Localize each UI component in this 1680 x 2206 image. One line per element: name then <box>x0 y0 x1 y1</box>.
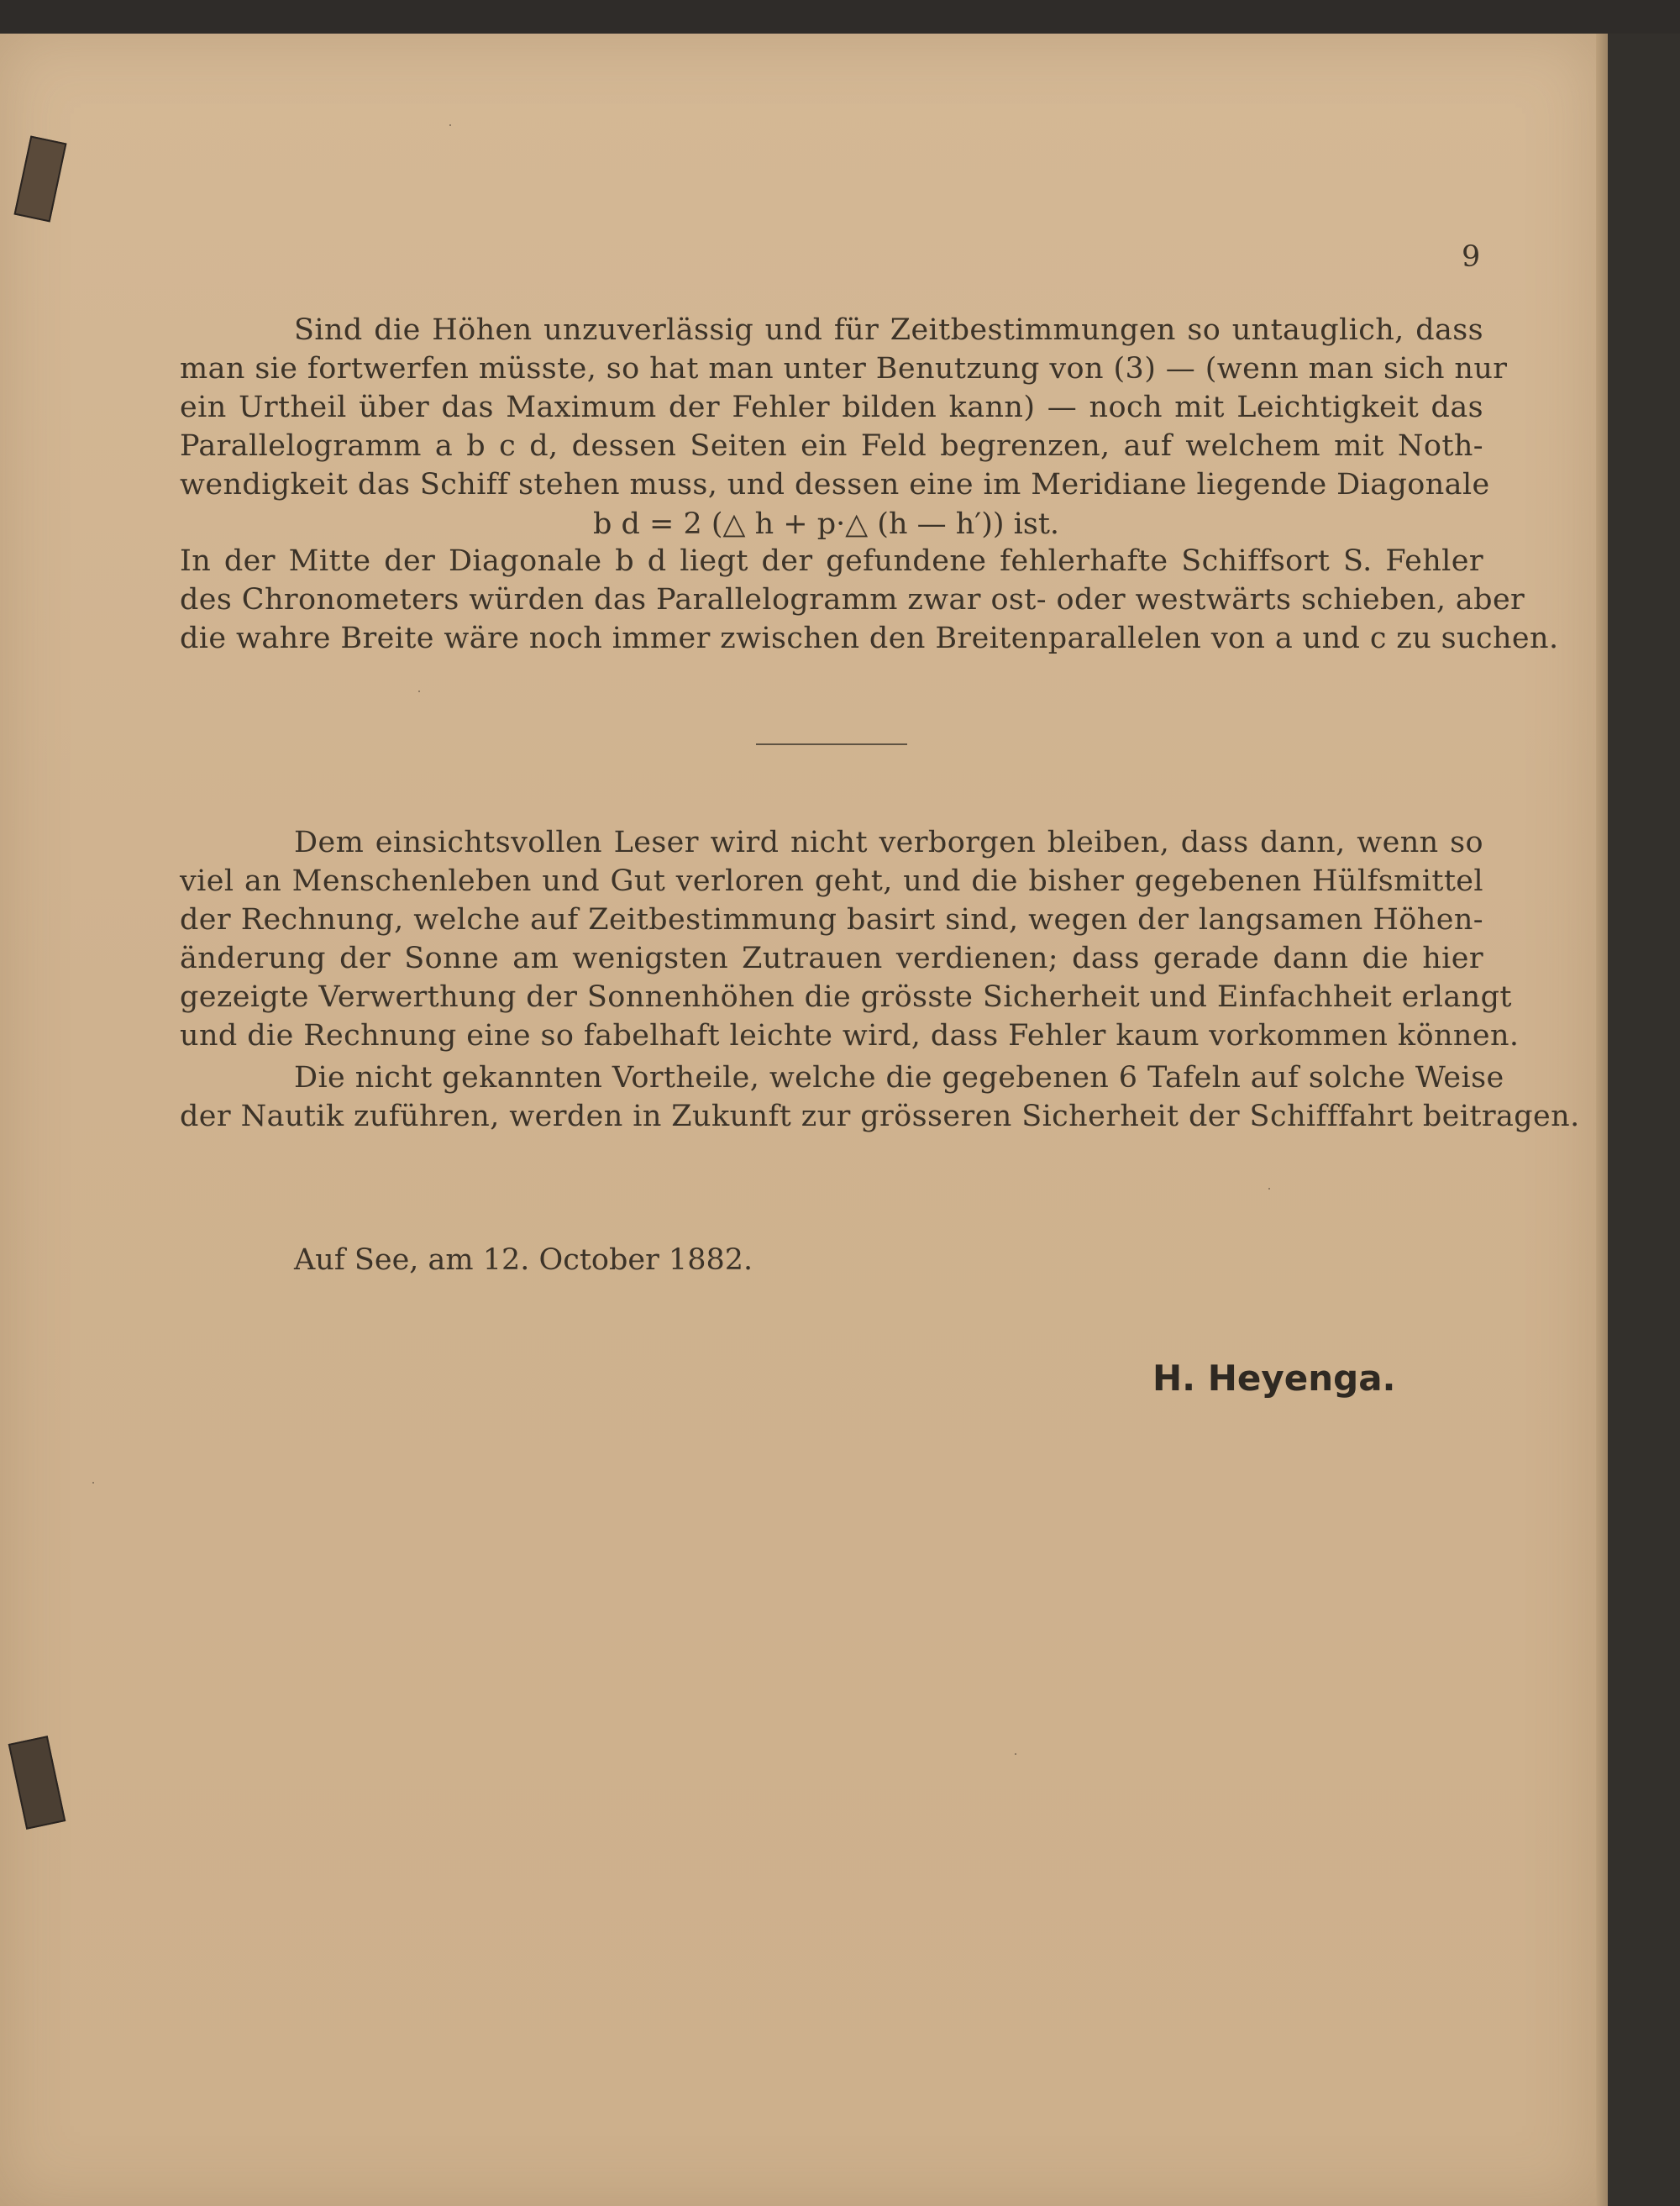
text-line: die wahre Breite wäre noch immer zwischen den Breitenparallelen von a und c zu suchen. <box>180 622 1559 655</box>
text-line: Sind die Höhen unzuverlässig und für Zeitbestimmungen so untauglich, dass <box>294 313 1483 347</box>
text-line: ein Urtheil über das Maximum der Fehler bilden kann) — noch mit Leichtigkeit das <box>180 391 1483 424</box>
text-line: der Nautik zuführen, werden in Zukunft zur grösseren Sicherheit der Schifffahrt beitragen. <box>180 1100 1580 1133</box>
text-line: und die Rechnung eine so fabelhaft leichte wird, dass Fehler kaum vorkommen können. <box>180 1019 1520 1053</box>
text-line: In der Mitte der Diagonale b d liegt der gefundene fehlerhafte Schiffsort S. Fehler <box>180 544 1483 578</box>
page-right-edge <box>1596 34 1608 2206</box>
paper-speck <box>1268 1188 1270 1190</box>
date-line: Auf See, am 12. October 1882. <box>294 1243 753 1277</box>
text-line: Dem einsichtsvollen Leser wird nicht verborgen bleiben, dass dann, wenn so <box>294 826 1483 859</box>
section-divider <box>756 743 907 745</box>
diagonal-formula: b d = 2 (△ h + p·△ (h — h′)) ist. <box>593 507 1060 541</box>
text-line: der Rechnung, welche auf Zeitbestimmung basirt sind, wegen der langsamen Höhen- <box>180 903 1483 937</box>
text-line: Die nicht gekannten Vortheile, welche die gegebenen 6 Tafeln auf solche Weise <box>294 1061 1504 1095</box>
text-line: wendigkeit das Schiff stehen muss, und dessen eine im Meridiane liegende Diagonale <box>180 468 1490 502</box>
book-top-edge <box>0 0 1680 34</box>
text-line: des Chronometers würden das Parallelogramm zwar ost- oder westwärts schieben, aber <box>180 583 1525 617</box>
paper-speck <box>1015 1753 1016 1755</box>
paragraph-advantages <box>180 1058 1580 1136</box>
paper-speck <box>449 124 451 126</box>
paragraph-heights-unreliable <box>180 311 1508 504</box>
text-line: viel an Menschenleben und Gut verloren geht, und die bisher gegebenen Hülfsmittel <box>180 864 1483 898</box>
paper-speck <box>418 691 420 692</box>
text-line: gezeigte Verwerthung der Sonnenhöhen die grösste Sicherheit und Einfachheit erlangt <box>180 980 1512 1014</box>
paper-speck <box>92 1482 94 1484</box>
text-line: Parallelogramm a b c d, dessen Seiten ein Feld begrenzen, auf welchem mit Noth- <box>180 429 1483 463</box>
text-line: man sie fortwerfen müsste, so hat man unter Benutzung von (3) — (wenn man sich nur <box>180 352 1508 386</box>
text-line: änderung der Sonne am wenigsten Zutrauen verdienen; dass gerade dann die hier <box>180 942 1483 975</box>
page-number: 9 <box>1462 240 1481 274</box>
paragraph-reader-conclusion <box>180 823 1520 1055</box>
signature: H. Heyenga. <box>1152 1358 1396 1399</box>
paragraph-diagonal-center <box>180 542 1559 658</box>
